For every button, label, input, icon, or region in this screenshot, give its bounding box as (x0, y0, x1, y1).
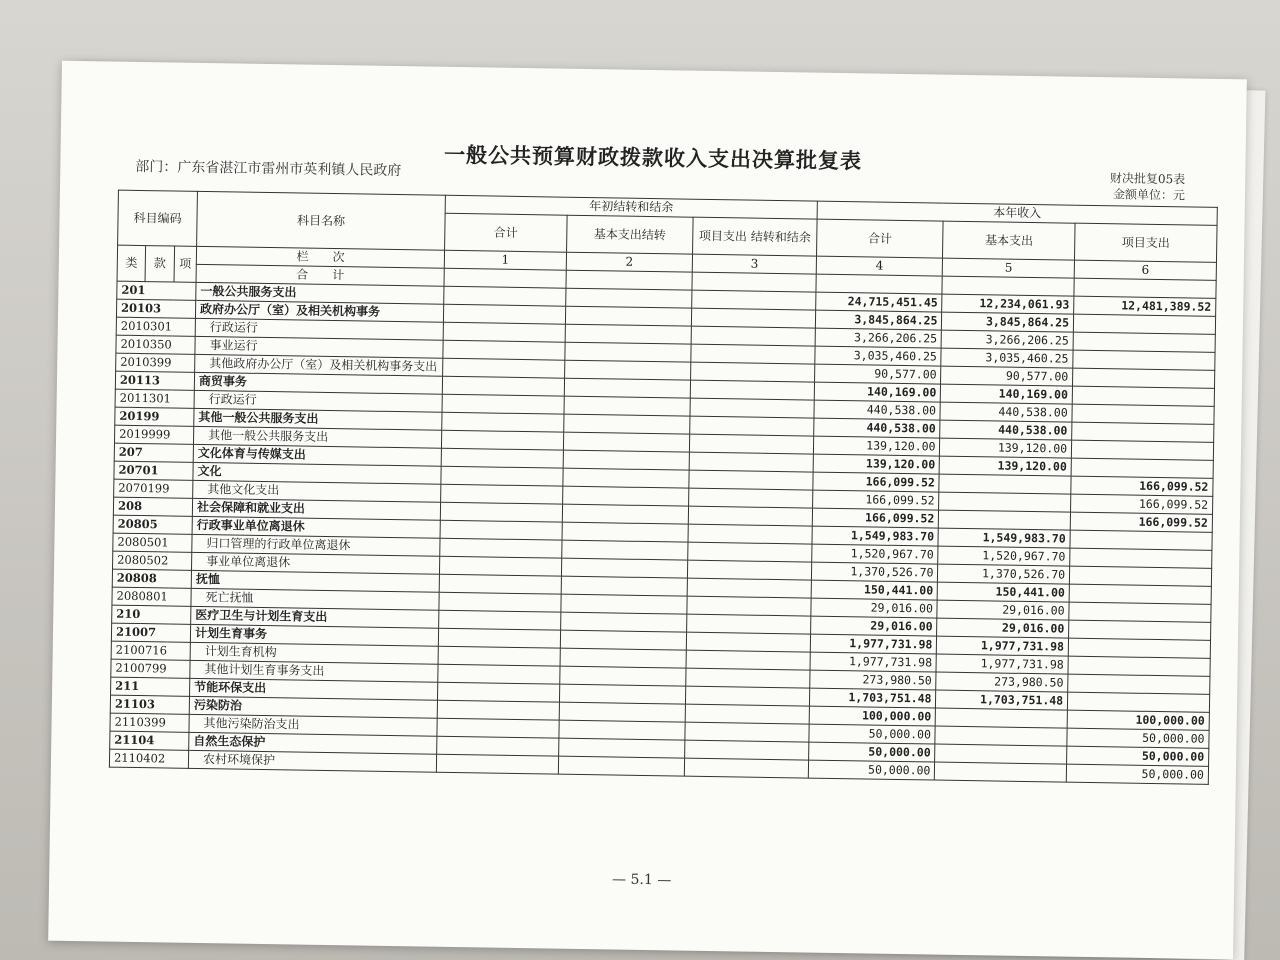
row-income-total: 166,099.52 (812, 508, 939, 528)
row-code: 2010301 (116, 317, 195, 336)
row-income-project (1073, 350, 1215, 370)
table-body (109, 281, 1215, 784)
row-income-project (1068, 656, 1210, 676)
row-code: 2100799 (111, 659, 190, 678)
row-code: 21103 (110, 695, 189, 714)
row-income-project (1068, 674, 1210, 694)
row-carry-basic (563, 468, 690, 488)
row-income-basic: 139,120.00 (940, 456, 1072, 476)
row-income-total: 166,099.52 (812, 490, 939, 510)
row-code: 20199 (115, 407, 194, 426)
row-carry-total (439, 574, 561, 594)
col-index-5: 5 (943, 258, 1075, 278)
row-income-basic: 1,977,731.98 (937, 636, 1069, 656)
row-carry-total (440, 556, 562, 576)
row-income-total: 1,370,526.70 (811, 562, 938, 582)
form-info (1110, 170, 1186, 203)
row-carry-total (438, 664, 560, 684)
row-income-project: 50,000.00 (1066, 764, 1208, 784)
row-name: 归口管理的行政单位离退休 (192, 534, 440, 556)
row-carry-basic (561, 558, 688, 578)
row-code: 2080501 (113, 533, 192, 552)
form-number: 财决批复05表 (1109, 171, 1186, 187)
row-carry-project (691, 362, 815, 382)
row-income-total: 1,520,967.70 (812, 544, 939, 564)
row-carry-basic (560, 630, 687, 650)
row-income-total: 139,120.00 (813, 454, 940, 474)
row-carry-total (439, 610, 561, 630)
row-carry-project (689, 452, 813, 472)
row-carry-project (686, 686, 810, 706)
row-name: 商贸事务 (194, 372, 442, 394)
header-xiang: 项 (174, 246, 197, 282)
heji-cell (1074, 278, 1216, 298)
row-carry-basic (562, 486, 689, 506)
row-income-basic: 1,370,526.70 (938, 564, 1070, 584)
row-code: 21104 (110, 731, 189, 750)
row-carry-basic (559, 702, 686, 722)
header-heji: 合 计 (196, 264, 444, 286)
row-name: 其他文化支出 (193, 480, 441, 502)
row-name: 事业单位离退休 (192, 552, 440, 574)
row-income-project: 100,000.00 (1067, 710, 1209, 730)
row-carry-basic (564, 396, 691, 416)
row-code: 20701 (114, 461, 193, 480)
row-carry-project (686, 668, 810, 688)
row-carry-total (440, 538, 562, 558)
row-income-project (1069, 620, 1211, 640)
header-col-total-2: 合计 (816, 219, 943, 258)
row-income-basic (939, 474, 1071, 494)
row-code: 20805 (113, 515, 192, 534)
row-code: 2011301 (115, 389, 194, 408)
row-income-total: 24,715,451.45 (816, 292, 943, 312)
row-income-total: 3,035,460.25 (815, 346, 942, 366)
row-income-total: 3,845,864.25 (815, 310, 942, 330)
row-code: 2070199 (114, 479, 193, 498)
col-index-3: 3 (693, 254, 817, 274)
row-income-total: 90,577.00 (814, 364, 941, 384)
row-carry-project (690, 434, 814, 454)
row-code: 210 (112, 605, 191, 624)
row-income-total: 1,549,983.70 (812, 526, 939, 546)
row-name: 计划生育机构 (190, 642, 438, 664)
row-carry-project (689, 506, 813, 526)
row-carry-basic (561, 594, 688, 614)
heji-cell (942, 276, 1074, 296)
row-name: 文化 (193, 462, 441, 484)
row-income-project: 166,099.52 (1070, 512, 1212, 532)
row-carry-basic (564, 360, 691, 380)
row-name: 计划生育事务 (190, 624, 438, 646)
row-carry-basic (563, 432, 690, 452)
row-income-basic: 150,441.00 (938, 582, 1070, 602)
row-carry-project (686, 650, 810, 670)
row-income-basic (935, 726, 1067, 746)
row-name: 其他污染防治支出 (189, 714, 437, 736)
row-income-total: 50,000.00 (808, 742, 935, 762)
row-code: 2010350 (116, 335, 195, 354)
row-name: 抚恤 (191, 570, 439, 592)
row-carry-total (437, 700, 559, 720)
row-code: 2110399 (110, 713, 189, 732)
row-name: 其他政府办公厅（室）及相关机构事务支出 (195, 354, 443, 376)
row-carry-total (437, 754, 559, 774)
row-code: 20808 (112, 569, 191, 588)
row-name: 自然生态保护 (189, 732, 437, 754)
row-income-basic: 1,520,967.70 (938, 546, 1070, 566)
header-col-project-exp: 项目支出 (1075, 223, 1217, 262)
header-kuan: 款 (145, 246, 174, 282)
row-name: 行政运行 (194, 390, 442, 412)
row-income-basic (935, 744, 1067, 764)
row-carry-total (438, 628, 560, 648)
row-income-basic: 273,980.50 (936, 672, 1068, 692)
row-income-basic: 140,169.00 (941, 384, 1073, 404)
row-income-basic (936, 708, 1068, 728)
row-income-project (1073, 368, 1215, 388)
row-name: 污染防治 (189, 696, 437, 718)
document-page (48, 61, 1247, 960)
row-code: 2080801 (112, 587, 191, 606)
heji-cell (566, 270, 693, 290)
row-name: 行政运行 (195, 318, 443, 340)
col-index-1: 1 (444, 250, 566, 270)
row-carry-total (442, 376, 564, 396)
row-carry-project (690, 416, 814, 436)
row-carry-total (437, 736, 559, 756)
row-income-project (1069, 566, 1211, 586)
row-name: 死亡抚恤 (191, 588, 439, 610)
header-col-total-1: 合计 (445, 213, 567, 252)
row-carry-basic (565, 306, 692, 326)
row-code: 2100716 (111, 641, 190, 660)
row-income-total: 440,538.00 (814, 400, 941, 420)
row-carry-project (688, 542, 812, 562)
row-code: 2010399 (116, 353, 195, 372)
row-income-total: 1,703,751.48 (809, 688, 936, 708)
row-carry-basic (565, 288, 692, 308)
row-income-project: 166,099.52 (1071, 476, 1213, 496)
row-code: 208 (113, 497, 192, 516)
header-subject-name: 科目名称 (197, 191, 446, 250)
row-code: 201 (117, 281, 196, 300)
row-income-total: 440,538.00 (814, 418, 941, 438)
row-income-project (1072, 386, 1214, 406)
row-name: 节能环保支出 (190, 678, 438, 700)
row-income-project (1071, 458, 1213, 478)
row-income-project (1073, 332, 1215, 352)
row-carry-project (687, 614, 811, 634)
row-carry-total (442, 430, 564, 450)
row-carry-project (688, 524, 812, 544)
row-carry-basic (560, 648, 687, 668)
row-income-basic: 3,035,460.25 (941, 348, 1073, 368)
row-income-basic: 440,538.00 (940, 402, 1072, 422)
row-income-project (1068, 638, 1210, 658)
department-label: 部门：广东省湛江市雷州市英利镇人民政府 (135, 158, 402, 180)
row-carry-basic (559, 684, 686, 704)
row-income-basic: 139,120.00 (940, 438, 1072, 458)
row-name: 其他一般公共服务支出 (193, 426, 441, 448)
row-carry-basic (562, 504, 689, 524)
heji-cell (692, 272, 816, 292)
row-name: 文化体育与传媒支出 (193, 444, 441, 466)
header-subject-code: 科目编码 (118, 190, 198, 246)
row-income-total: 273,980.50 (810, 670, 937, 690)
row-code: 2019999 (114, 425, 193, 444)
row-income-project (1072, 404, 1214, 424)
row-income-total: 29,016.00 (810, 616, 937, 636)
row-income-basic: 90,577.00 (941, 366, 1073, 386)
row-carry-total (443, 340, 565, 360)
header-carryover-group: 年初结转和结余 (445, 195, 817, 219)
row-carry-project (689, 488, 813, 508)
row-carry-total (443, 358, 565, 378)
row-carry-basic (561, 540, 688, 560)
row-code: 20103 (116, 299, 195, 318)
row-name: 行政事业单位离退休 (192, 516, 440, 538)
row-carry-basic (562, 522, 689, 542)
row-name: 政府办公厅（室）及相关机构事务 (195, 300, 443, 322)
row-income-basic (939, 492, 1071, 512)
row-income-basic: 1,549,983.70 (938, 528, 1070, 548)
row-carry-basic (564, 378, 691, 398)
heji-cell (444, 268, 566, 288)
row-income-project (1070, 548, 1212, 568)
row-carry-project (688, 560, 812, 580)
row-carry-total (442, 394, 564, 414)
row-code: 2110402 (109, 749, 188, 768)
row-carry-basic (563, 450, 690, 470)
row-carry-project (687, 578, 811, 598)
row-carry-project (691, 344, 815, 364)
row-carry-basic (561, 576, 688, 596)
col-index-6: 6 (1074, 260, 1216, 280)
row-carry-project (691, 380, 815, 400)
row-carry-basic (558, 756, 685, 776)
row-carry-project (689, 470, 813, 490)
row-income-basic (939, 510, 1071, 530)
row-name: 社会保障和就业支出 (192, 498, 440, 520)
row-name: 其他一般公共服务支出 (194, 408, 442, 430)
row-income-total: 150,441.00 (811, 580, 938, 600)
row-income-total: 100,000.00 (809, 706, 936, 726)
row-name: 医疗卫生与计划生育支出 (191, 606, 439, 628)
row-income-basic: 1,977,731.98 (936, 654, 1068, 674)
row-code: 2080502 (113, 551, 192, 570)
row-name: 其他计划生育事务支出 (190, 660, 438, 682)
row-carry-total (444, 286, 566, 306)
row-income-project: 12,481,389.52 (1074, 296, 1216, 316)
row-carry-project (691, 326, 815, 346)
row-carry-project (685, 722, 809, 742)
row-income-project (1069, 602, 1211, 622)
row-income-total: 1,977,731.98 (810, 634, 937, 654)
row-code: 20113 (115, 371, 194, 390)
row-name: 农村环境保护 (188, 750, 436, 772)
row-income-total: 166,099.52 (813, 472, 940, 492)
row-income-basic: 440,538.00 (940, 420, 1072, 440)
row-carry-total (444, 304, 566, 324)
row-carry-project (690, 398, 814, 418)
row-income-basic: 12,234,061.93 (942, 294, 1074, 314)
header-col-basic-exp: 基本支出 (943, 221, 1075, 260)
row-carry-project (692, 308, 816, 328)
row-carry-total (438, 682, 560, 702)
row-income-project: 166,099.52 (1071, 494, 1213, 514)
row-carry-total (441, 484, 563, 504)
row-income-project (1070, 530, 1212, 550)
row-carry-basic (558, 738, 685, 758)
budget-table (109, 190, 1218, 785)
row-income-total: 139,120.00 (813, 436, 940, 456)
row-carry-total (443, 322, 565, 342)
header-lei: 类 (117, 245, 146, 281)
row-carry-project (685, 740, 809, 760)
row-income-project: 50,000.00 (1067, 746, 1209, 766)
header-col-basic-carry: 基本支出结转 (566, 215, 693, 254)
row-carry-project (685, 758, 809, 778)
row-carry-basic (565, 324, 692, 344)
row-income-project (1068, 692, 1210, 712)
row-income-project (1073, 314, 1215, 334)
row-name: 一般公共服务支出 (196, 282, 444, 304)
row-carry-basic (563, 414, 690, 434)
row-income-project (1069, 584, 1211, 604)
row-carry-total (440, 520, 562, 540)
row-income-total: 1,977,731.98 (810, 652, 937, 672)
row-code: 211 (111, 677, 190, 696)
row-income-total: 3,266,206.25 (815, 328, 942, 348)
row-income-total: 50,000.00 (808, 760, 935, 780)
row-carry-total (439, 592, 561, 612)
row-income-project: 50,000.00 (1067, 728, 1209, 748)
row-carry-project (692, 290, 816, 310)
row-income-basic (935, 762, 1067, 782)
row-carry-total (438, 646, 560, 666)
row-carry-basic (559, 720, 686, 740)
row-income-total: 29,016.00 (811, 598, 938, 618)
row-income-basic: 3,845,864.25 (942, 312, 1074, 332)
document-title: 一般公共预算财政拨款收入支出决算批复表 (443, 141, 863, 174)
row-income-project (1071, 440, 1213, 460)
row-income-basic: 29,016.00 (937, 600, 1069, 620)
row-carry-project (687, 632, 811, 652)
row-income-total: 50,000.00 (809, 724, 936, 744)
row-carry-basic (560, 612, 687, 632)
row-carry-basic (565, 342, 692, 362)
row-income-basic: 3,266,206.25 (942, 330, 1074, 350)
row-code: 207 (114, 443, 193, 462)
heji-cell (816, 274, 943, 294)
row-income-basic: 1,703,751.48 (936, 690, 1068, 710)
row-carry-basic (559, 666, 686, 686)
row-name: 事业运行 (195, 336, 443, 358)
row-income-basic: 29,016.00 (937, 618, 1069, 638)
row-carry-total (440, 502, 562, 522)
header-current-income-group: 本年收入 (817, 201, 1217, 225)
row-carry-total (441, 448, 563, 468)
page-number: — 5.1 — (611, 871, 672, 889)
row-carry-project (687, 596, 811, 616)
row-income-project (1072, 422, 1214, 442)
row-code: 21007 (111, 623, 190, 642)
col-index-4: 4 (816, 256, 943, 276)
row-carry-total (441, 466, 563, 486)
row-carry-total (442, 412, 564, 432)
row-carry-total (437, 718, 559, 738)
col-index-2: 2 (566, 252, 693, 272)
row-carry-project (685, 704, 809, 724)
unit-label: 金额单位：元 (1112, 187, 1186, 203)
header-lanci: 栏 次 (196, 246, 444, 268)
header-col-project-carry: 项目支出 结转和结余 (693, 217, 817, 256)
row-income-total: 140,169.00 (814, 382, 941, 402)
